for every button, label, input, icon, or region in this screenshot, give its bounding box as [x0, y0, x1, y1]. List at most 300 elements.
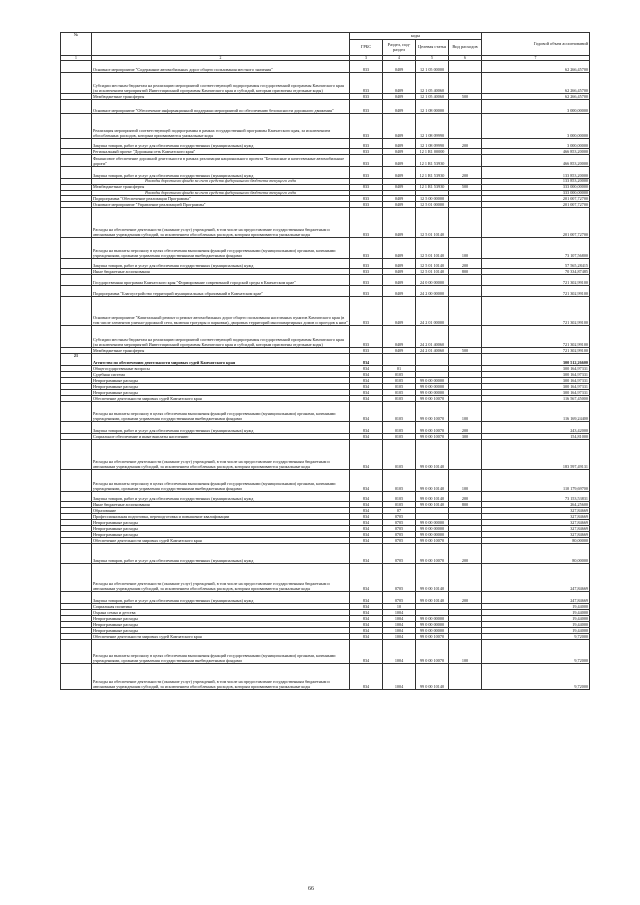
index-cell: 7 [482, 56, 590, 61]
row-amount: 327,84669 [482, 514, 590, 520]
row-expense-type [449, 326, 482, 348]
row-grbs: 834 [350, 610, 383, 616]
budget-table [60, 32, 590, 690]
row-name: Агентство по обеспечению деятельности мировых судей Камчатского края [92, 354, 350, 366]
row-section: 0705 [383, 538, 416, 544]
row-grbs: 834 [350, 628, 383, 634]
row-name: Обеспечение деятельности мировых судей Камчатского края [92, 538, 350, 544]
row-target-article: 99 0 00 10070 [416, 538, 449, 544]
row-grbs: 834 [350, 434, 383, 440]
row-target-article: 99 0 00 10140 [416, 664, 449, 690]
row-name: Государственная программа Камчатского края "Формирование современной городской среды в Камчатском крае" [92, 275, 350, 286]
row-amount: 327,84669 [482, 532, 590, 538]
row-name: Расходы на обеспечение деятельности (оказание услуг) учреждений, в том числе на предоставление государственным бюджетным и автономным учреждениям субсидий, за исключением обособленных расходов, которым присваиваются уникальные коды [92, 564, 350, 592]
row-expense-type: 500 [449, 184, 482, 190]
row-name: Социальная политика [92, 604, 350, 610]
row-target-article: 99 0 00 10070 [416, 422, 449, 434]
row-name: Подпрограмма "Благоустройство территорий муниципальных образований в Камчатском крае" [92, 286, 350, 297]
row-amount: 133 853,20000 [482, 167, 590, 179]
row-target-article: 12 1 R1 53930 [416, 167, 449, 179]
row-target-article: 24 2 01 40060 [416, 348, 449, 354]
row-grbs: 833 [350, 114, 383, 139]
row-target-article: 99 0 00 10140 [416, 492, 449, 502]
row-section: 0409 [383, 184, 416, 190]
row-number [61, 155, 92, 167]
index-cell: 4 [383, 56, 416, 61]
row-name: Региональный проект "Дорожная сеть Камчатского края" [92, 149, 350, 155]
row-grbs: 833 [350, 286, 383, 297]
row-number [61, 440, 92, 470]
row-amount: 300 164,97331 [482, 372, 590, 378]
row-target-article: 99 0 00 10070 [416, 640, 449, 664]
row-name: Реализация мероприятий соответствующей подпрограммы в рамках государственной программы Камчатского края, за исключением обособленных расходов, которым присваиваются уникальные коды [92, 114, 350, 139]
row-name: Финансовое обеспечение дорожной деятельности в рамках реализации национального проекта "Безопасные и качественные автомобильные дороги" [92, 155, 350, 167]
row-grbs: 834 [350, 616, 383, 622]
row-section: 0409 [383, 326, 416, 348]
row-name: Расходы дорожного фонда за счет средств федерального бюджета текущего года [92, 190, 350, 196]
row-name: Расходы на выплаты персоналу в целях обеспечения выполнения функций государственными (муниципальными) органами, казенными учреждениями, органами управления государственными внебюджетными фондами [92, 238, 350, 259]
row-section: 1004 [383, 634, 416, 640]
row-amount: 721 302,99100 [482, 297, 590, 326]
row-name: Основное мероприятие "Обеспечение информационной поддержки мероприятий по обеспечению безопасности дорожного движения" [92, 100, 350, 114]
row-grbs: 834 [350, 492, 383, 502]
row-target-article: 99 0 00 00000 [416, 520, 449, 526]
row-number [61, 139, 92, 149]
row-amount: 116 169,24400 [482, 402, 590, 422]
row-grbs: 833 [350, 275, 383, 286]
row-amount: 19,44000 [482, 616, 590, 622]
row-name: Закупка товаров, работ и услуг для обеспечения государственных (муниципальных) нужд [92, 422, 350, 434]
row-grbs: 833 [350, 167, 383, 179]
row-name: Расходы на выплаты персоналу в целях обеспечения выполнения функций государственными (муниципальными) органами, казенными учреждениями, органами управления государственными внебюджетными фондами [92, 640, 350, 664]
row-name: Закупка товаров, работ и услуг для обеспечения государственных (муниципальных) нужд [92, 544, 350, 564]
row-amount: 243,42000 [482, 422, 590, 434]
table-row [61, 326, 590, 348]
row-amount: 62 266,45700 [482, 94, 590, 100]
row-grbs: 834 [350, 514, 383, 520]
row-amount: 73 107,56800 [482, 238, 590, 259]
row-amount: 57 565,28415 [482, 259, 590, 269]
row-expense-type [449, 664, 482, 690]
row-name: Закупка товаров, работ и услуг для обеспечения государственных (муниципальных) нужд [92, 139, 350, 149]
row-expense-type: 800 [449, 502, 482, 508]
row-name: Расходы на выплаты персоналу в целях обеспечения выполнения функций государственными (муниципальными) органами, казенными учреждениями, органами управления государственными внебюджетными фондами [92, 402, 350, 422]
row-name: Образование [92, 508, 350, 514]
row-grbs: 834 [350, 422, 383, 434]
row-section: 0409 [383, 149, 416, 155]
row-amount: 19,44000 [482, 622, 590, 628]
row-name: Общегосударственные вопросы [92, 366, 350, 372]
row-expense-type [449, 286, 482, 297]
row-target-article: 24 2 00 00000 [416, 286, 449, 297]
row-section: 01 [383, 366, 416, 372]
row-name: Охрана семьи и детства [92, 610, 350, 616]
row-amount: 110 179,69700 [482, 470, 590, 492]
row-amount: 721 302,99100 [482, 286, 590, 297]
row-section: 0105 [383, 390, 416, 396]
row-number [61, 286, 92, 297]
row-section: 0705 [383, 592, 416, 604]
row-expense-type [449, 297, 482, 326]
row-target-article: 99 0 00 10070 [416, 434, 449, 440]
index-cell: 2 [92, 56, 350, 61]
row-target-article: 24 2 01 00000 [416, 297, 449, 326]
row-amount: 116 567,45000 [482, 396, 590, 402]
row-number [61, 592, 92, 604]
row-name: Непрограммные расходы [92, 532, 350, 538]
row-section: 0705 [383, 544, 416, 564]
row-amount: 327,84669 [482, 508, 590, 514]
row-section: 0409 [383, 167, 416, 179]
row-amount: 80,00000 [482, 544, 590, 564]
row-amount: 9,72000 [482, 640, 590, 664]
row-section: 0409 [383, 238, 416, 259]
row-name: Закупка товаров, работ и услуг для обеспечения государственных (муниципальных) нужд [92, 592, 350, 604]
row-grbs: 833 [350, 196, 383, 202]
row-section: 0409 [383, 202, 416, 208]
row-name: Закупка товаров, работ и услуг для обеспечения государственных (муниципальных) нужд [92, 492, 350, 502]
row-target-article: 99 0 00 10070 [416, 634, 449, 640]
row-grbs: 833 [350, 73, 383, 94]
row-target-article: 12 1 05 40060 [416, 73, 449, 94]
row-amount: 201 007,72700 [482, 208, 590, 238]
table-row [61, 100, 590, 114]
row-expense-type: 100 [449, 470, 482, 492]
table-row [61, 402, 590, 422]
row-section: 0409 [383, 269, 416, 275]
row-grbs: 834 [350, 508, 383, 514]
row-amount: 3 000,00000 [482, 114, 590, 139]
row-grbs: 833 [350, 94, 383, 100]
row-target-article: 99 0 00 10140 [416, 592, 449, 604]
row-number [61, 297, 92, 326]
row-amount: 19,44000 [482, 604, 590, 610]
row-amount: 3 000,00000 [482, 139, 590, 149]
row-name: Непрограммные расходы [92, 384, 350, 390]
row-name: Обеспечение деятельности мировых судей Камчатского края [92, 396, 350, 402]
row-name: Расходы на обеспечение деятельности (оказание услуг) учреждений, в том числе на предоставление государственным бюджетным и автономным учреждениям субсидий, за исключением обособленных расходов, которым присваиваются уникальные коды [92, 440, 350, 470]
row-section: 0705 [383, 564, 416, 592]
row-grbs: 833 [350, 297, 383, 326]
row-section: 0705 [383, 526, 416, 532]
row-section: 1004 [383, 622, 416, 628]
row-name: Закупка товаров, работ и услуг для обеспечения государственных (муниципальных) нужд [92, 167, 350, 179]
row-amount: 721 302,99100 [482, 348, 590, 354]
row-expense-type: 300 [449, 434, 482, 440]
col-rz-header: Раздел, под-раздел [383, 40, 416, 56]
row-amount: 264,25600 [482, 502, 590, 508]
row-grbs: 834 [350, 520, 383, 526]
row-target-article: 99 0 00 00000 [416, 526, 449, 532]
row-target-article: 99 0 00 00000 [416, 390, 449, 396]
col-cs-header: Целевая статья [416, 40, 449, 56]
row-name: Иные бюджетные ассигнования [92, 502, 350, 508]
row-amount: 201 007,72700 [482, 196, 590, 202]
row-number [61, 422, 92, 434]
row-section: 0105 [383, 384, 416, 390]
row-amount: 154,81000 [482, 434, 590, 440]
index-cell: 3 [350, 56, 383, 61]
row-section: 1004 [383, 616, 416, 622]
row-target-article: 12 1 08 00000 [416, 100, 449, 114]
row-section: 0409 [383, 114, 416, 139]
row-grbs: 833 [350, 61, 383, 73]
row-target-article: 12 1 08 09990 [416, 139, 449, 149]
row-amount: 9,72000 [482, 664, 590, 690]
row-target-article: 12 1 R1 53930 [416, 155, 449, 167]
table-row [61, 422, 590, 434]
row-grbs: 833 [350, 139, 383, 149]
row-section: 0105 [383, 440, 416, 470]
row-number [61, 275, 92, 286]
row-amount: 300 164,97331 [482, 378, 590, 384]
index-cell: 5 [416, 56, 449, 61]
row-amount: 466 853,20000 [482, 149, 590, 155]
table-row [61, 155, 590, 167]
row-name: Межбюджетные трансферты [92, 184, 350, 190]
row-amount: 300 164,97331 [482, 366, 590, 372]
row-number [61, 564, 92, 592]
row-target-article: 99 0 00 00000 [416, 384, 449, 390]
row-grbs: 833 [350, 149, 383, 155]
row-section [383, 354, 416, 366]
row-target-article: 99 0 00 00000 [416, 616, 449, 622]
row-section: 1004 [383, 664, 416, 690]
row-section: 10 [383, 604, 416, 610]
col-name-header [92, 33, 350, 56]
table-row [61, 259, 590, 269]
row-expense-type: 100 [449, 640, 482, 664]
row-grbs: 834 [350, 402, 383, 422]
row-name: Закупка товаров, работ и услуг для обеспечения государственных (муниципальных) нужд [92, 259, 350, 269]
row-amount: 327,84669 [482, 526, 590, 532]
table-row [61, 114, 590, 139]
row-section: 0105 [383, 434, 416, 440]
row-grbs: 834 [350, 564, 383, 592]
row-grbs: 834 [350, 390, 383, 396]
row-section: 0105 [383, 492, 416, 502]
row-expense-type [449, 73, 482, 94]
table-row [61, 354, 590, 366]
row-expense-type: 800 [449, 269, 482, 275]
row-expense-type [449, 155, 482, 167]
row-grbs: 834 [350, 664, 383, 690]
row-section: 0705 [383, 514, 416, 520]
row-section: 07 [383, 508, 416, 514]
row-target-article: 99 0 00 10140 [416, 502, 449, 508]
row-number [61, 100, 92, 114]
row-section: 0105 [383, 402, 416, 422]
row-number [61, 664, 92, 690]
table-row [61, 61, 590, 73]
row-target-article: 99 0 00 10070 [416, 396, 449, 402]
row-target-article: 12 1 R1 00000 [416, 149, 449, 155]
col-grbs-header: ГРБС [350, 40, 383, 56]
row-section: 0409 [383, 94, 416, 100]
row-name: Непрограммные расходы [92, 628, 350, 634]
row-amount: 183 597,49131 [482, 440, 590, 470]
row-amount: 247,84669 [482, 564, 590, 592]
row-amount: 19,44000 [482, 628, 590, 634]
table-row [61, 470, 590, 492]
row-expense-type: 100 [449, 402, 482, 422]
row-name: Основное мероприятие "Управление реализацией Программы" [92, 202, 350, 208]
row-expense-type: 200 [449, 544, 482, 564]
row-grbs: 833 [350, 259, 383, 269]
row-amount: 721 302,99100 [482, 275, 590, 286]
row-expense-type [449, 61, 482, 73]
table-row [61, 297, 590, 326]
row-target-article: 99 0 00 00000 [416, 532, 449, 538]
row-section: 0105 [383, 396, 416, 402]
row-number [61, 492, 92, 502]
row-name: Расходы на обеспечение деятельности (оказание услуг) учреждений, в том числе на предоставление государственным бюджетным и автономным учреждениям субсидий, за исключением обособленных расходов, которым присваиваются уникальные коды [92, 208, 350, 238]
row-section: 0409 [383, 297, 416, 326]
row-target-article: 12 5 01 00000 [416, 202, 449, 208]
row-expense-type [449, 564, 482, 592]
row-target-article: 99 0 00 00000 [416, 378, 449, 384]
row-name: Расходы на выплаты персоналу в целях обеспечения выполнения функций государственными (муниципальными) органами, казенными учреждениями, органами управления государственными внебюджетными фондами [92, 470, 350, 492]
row-number: 21 [61, 354, 92, 366]
row-amount: 19,44000 [482, 610, 590, 616]
row-amount: 333 000,00000 [482, 190, 590, 196]
row-grbs: 834 [350, 604, 383, 610]
row-grbs: 834 [350, 592, 383, 604]
row-grbs: 834 [350, 378, 383, 384]
row-target-article: 12 5 01 10140 [416, 238, 449, 259]
row-amount: 133 853,20000 [482, 179, 590, 185]
row-name: Расходы дорожного фонда за счет средств федерального бюджета текущего года [92, 179, 350, 185]
row-grbs: 834 [350, 384, 383, 390]
table-row [61, 275, 590, 286]
row-expense-type [449, 100, 482, 114]
row-target-article: 12 1 08 09990 [416, 114, 449, 139]
row-section: 0105 [383, 372, 416, 378]
table-row [61, 238, 590, 259]
row-grbs: 834 [350, 470, 383, 492]
row-name: Подпрограмма "Обеспечение реализации Программы" [92, 196, 350, 202]
row-name: Судебная система [92, 372, 350, 378]
row-amount: 62 266,45700 [482, 73, 590, 94]
row-amount: 300 164,97331 [482, 390, 590, 396]
table-row [61, 564, 590, 592]
row-target-article: 12 5 00 00000 [416, 196, 449, 202]
row-target-article: 99 0 00 00000 [416, 622, 449, 628]
row-amount: 300 512,26600 [482, 354, 590, 366]
row-grbs: 834 [350, 640, 383, 664]
row-expense-type: 200 [449, 167, 482, 179]
row-target-article: 24 2 01 40060 [416, 326, 449, 348]
row-target-article: 99 0 00 10070 [416, 544, 449, 564]
row-number [61, 259, 92, 269]
row-section: 0409 [383, 196, 416, 202]
row-amount: 333 000,00000 [482, 184, 590, 190]
row-name: Иные бюджетные ассигнования [92, 269, 350, 275]
row-number [61, 114, 92, 139]
table-row [61, 592, 590, 604]
row-section: 1004 [383, 628, 416, 634]
row-section: 0409 [383, 100, 416, 114]
row-name: Межбюджетные трансферты [92, 348, 350, 354]
row-expense-type [449, 354, 482, 366]
row-expense-type: 500 [449, 348, 482, 354]
row-target-article: 99 0 00 10140 [416, 470, 449, 492]
row-grbs: 834 [350, 622, 383, 628]
table-row [61, 664, 590, 690]
index-cell: 6 [449, 56, 482, 61]
row-section: 0409 [383, 286, 416, 297]
row-grbs: 834 [350, 502, 383, 508]
row-target-article: 12 1 05 40060 [416, 94, 449, 100]
row-amount: 3 000,00000 [482, 100, 590, 114]
row-grbs: 833 [350, 348, 383, 354]
row-expense-type [449, 114, 482, 139]
row-target-article: 99 0 00 10140 [416, 440, 449, 470]
row-name: Обеспечение деятельности мировых судей Камчатского края [92, 634, 350, 640]
row-section: 0105 [383, 502, 416, 508]
row-amount: 62 266,45700 [482, 61, 590, 73]
row-section: 0105 [383, 422, 416, 434]
row-number [61, 208, 92, 238]
row-expense-type: 200 [449, 592, 482, 604]
row-target-article: 12 5 01 10140 [416, 269, 449, 275]
row-section: 0705 [383, 532, 416, 538]
table-row [61, 440, 590, 470]
row-amount: 80,00000 [482, 538, 590, 544]
row-amount: 201 007,72700 [482, 202, 590, 208]
table-row [61, 640, 590, 664]
table-row [61, 139, 590, 149]
row-amount: 466 853,20000 [482, 155, 590, 167]
row-name: Непрограммные расходы [92, 390, 350, 396]
table-row [61, 73, 590, 94]
row-name: Непрограммные расходы [92, 622, 350, 628]
row-amount: 327,84669 [482, 520, 590, 526]
row-name: Непрограммные расходы [92, 526, 350, 532]
row-name: Межбюджетные трансферты [92, 94, 350, 100]
row-target-article [416, 354, 449, 366]
row-section: 0409 [383, 155, 416, 167]
row-number [61, 326, 92, 348]
table-row [61, 208, 590, 238]
row-section: 0705 [383, 520, 416, 526]
row-target-article: 12 1 R1 53930 [416, 184, 449, 190]
row-expense-type [449, 208, 482, 238]
row-grbs: 834 [350, 354, 383, 366]
budget-table-page [60, 32, 590, 690]
row-expense-type: 500 [449, 94, 482, 100]
row-grbs: 833 [350, 100, 383, 114]
row-number [61, 167, 92, 179]
row-name: Профессиональная подготовка, переподготовка и повышение квалификации [92, 514, 350, 520]
row-number [61, 402, 92, 422]
row-grbs: 834 [350, 538, 383, 544]
row-number [61, 544, 92, 564]
index-cell: 1 [61, 56, 92, 61]
row-name: Непрограммные расходы [92, 378, 350, 384]
row-grbs: 834 [350, 366, 383, 372]
row-amount: 300 164,97331 [482, 384, 590, 390]
row-section: 1004 [383, 640, 416, 664]
row-expense-type: 200 [449, 422, 482, 434]
row-amount: 70 334,87485 [482, 269, 590, 275]
row-grbs: 834 [350, 440, 383, 470]
row-name: Основное мероприятие "Содержание автомобильных дорог общего пользования местного значения" [92, 61, 350, 73]
row-section: 0409 [383, 73, 416, 94]
row-grbs: 834 [350, 634, 383, 640]
row-grbs: 834 [350, 526, 383, 532]
row-target-article: 99 0 00 10140 [416, 564, 449, 592]
